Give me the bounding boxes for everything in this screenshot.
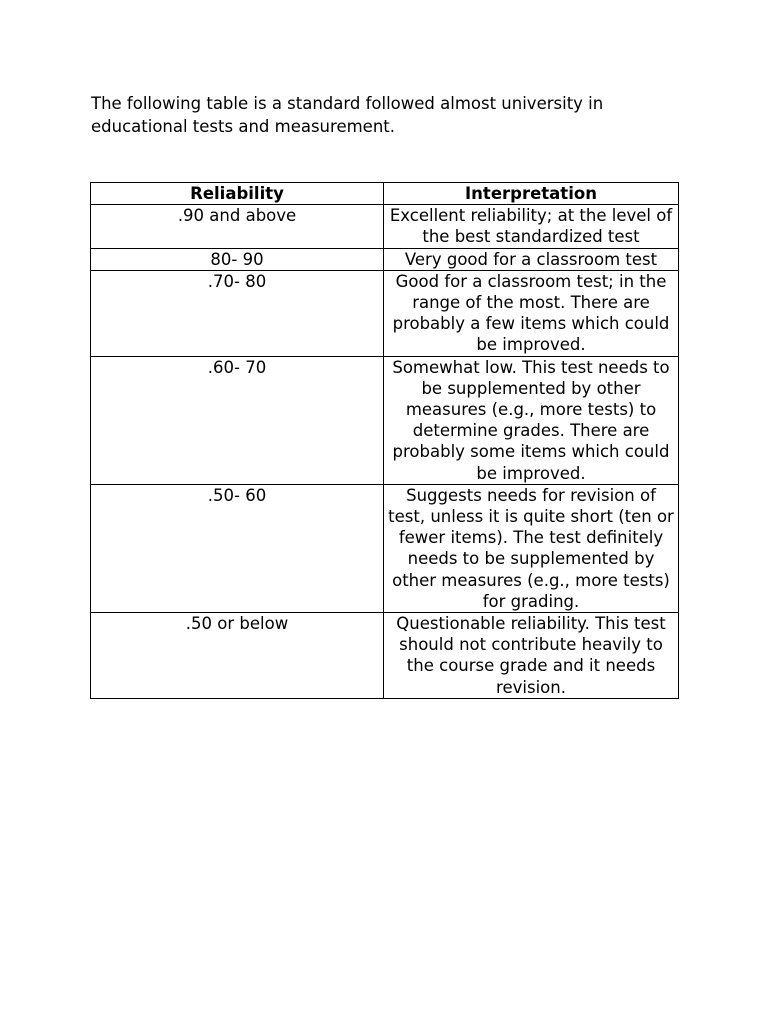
interpretation-cell: Questionable reliability. This test should not contribute heavily to the course grade and it needs revision. [384, 613, 679, 699]
reliability-cell: .50 or below [91, 613, 384, 699]
reliability-cell: .90 and above [91, 205, 384, 248]
table-row [91, 270, 679, 356]
table-header-row [91, 183, 679, 205]
table-row [91, 248, 679, 270]
reliability-table [90, 182, 679, 699]
interpretation-cell: Good for a classroom test; in the range of the most. There are probably a few items which could be improved. [384, 270, 679, 356]
interpretation-cell: Somewhat low. This test needs to be supplemented by other measures (e.g., more tests) to determine grades. There are probably some items which could be improved. [384, 356, 679, 484]
intro-paragraph [91, 92, 651, 138]
column-header-interpretation: Interpretation [384, 183, 679, 205]
intro-line-2: educational tests and measurement. [91, 117, 395, 136]
table-row [91, 484, 679, 612]
table-row [91, 205, 679, 248]
reliability-cell: .50- 60 [91, 484, 384, 612]
reliability-cell: .60- 70 [91, 356, 384, 484]
column-header-reliability: Reliability [91, 183, 384, 205]
reliability-cell: .70- 80 [91, 270, 384, 356]
reliability-cell: 80- 90 [91, 248, 384, 270]
table-row [91, 356, 679, 484]
interpretation-cell: Very good for a classroom test [384, 248, 679, 270]
interpretation-cell: Suggests needs for revision of test, unless it is quite short (ten or fewer items). The test definitely needs to be supplemented by other measures (e.g., more tests) for grading. [384, 484, 679, 612]
table-row [91, 613, 679, 699]
intro-line-1: The following table is a standard followed almost university in [91, 94, 604, 113]
interpretation-cell: Excellent reliability; at the level of the best standardized test [384, 205, 679, 248]
